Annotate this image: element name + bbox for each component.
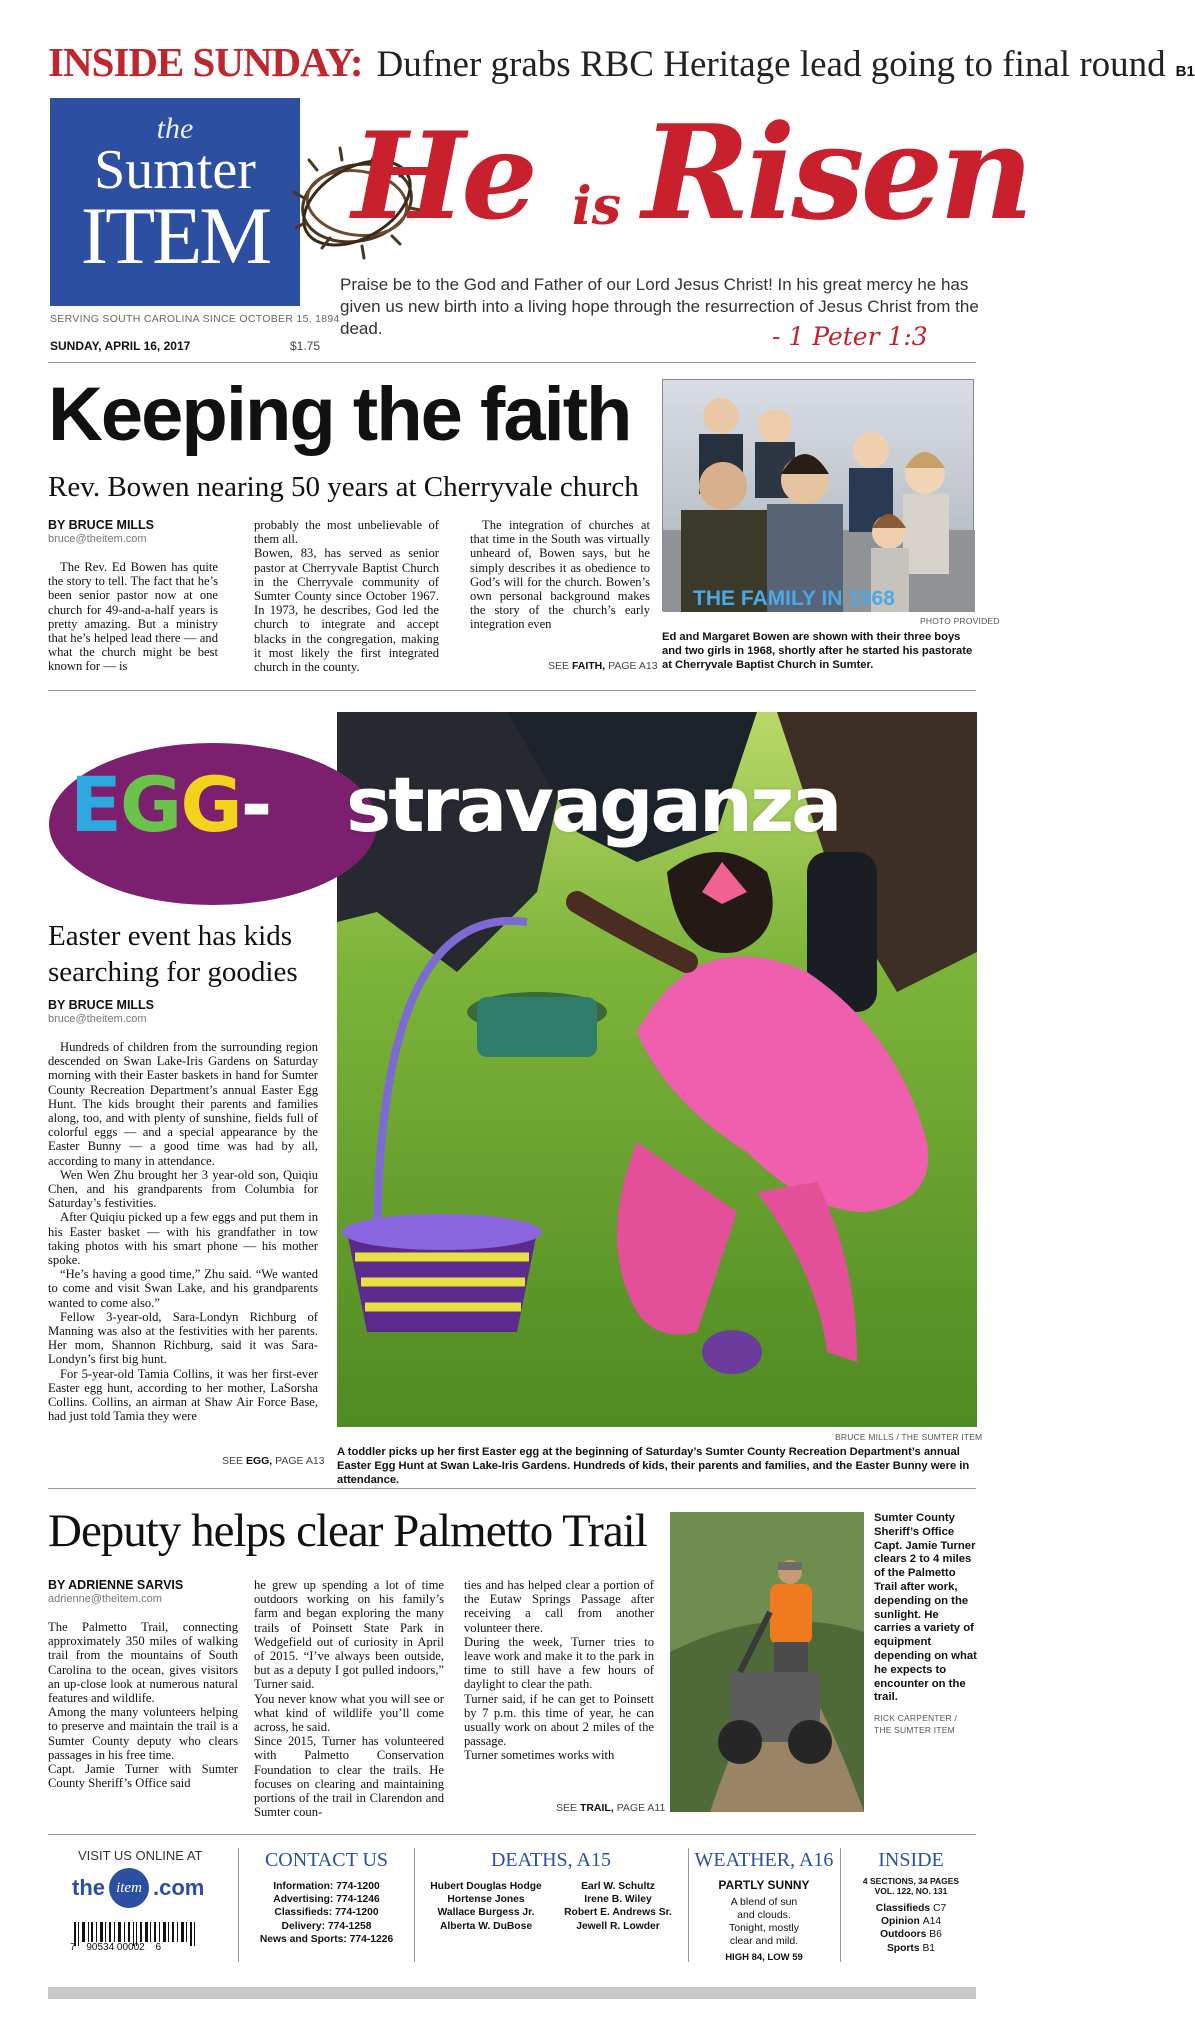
index-name: Opinion xyxy=(880,1916,920,1928)
deaths-right-list xyxy=(554,1880,682,1933)
egg-jump-link[interactable] xyxy=(222,1455,325,1467)
deputy-column-3: ties and has helped clear a portion of the Eutaw Springs Passage after receiving a call from another volunteer there. During the week, Turner tries to leave work and make it to the park in time to still have a few hours of daylight to clear the path. Turner said, if he can get to Poinsett by 7 p.m. this time of year, he can usually work on about 2 miles of the passage. Turner sometimes works with xyxy=(464,1578,654,1763)
logo-the: the xyxy=(156,112,194,145)
weather-temps: HIGH 84, LOW 59 xyxy=(725,1952,803,1963)
verse-reference: - 1 Peter 1:3 xyxy=(772,322,928,351)
egg-title-rest: stravaganza xyxy=(346,760,840,849)
family-photo-text: THE FAMILY IN 1968 xyxy=(693,587,895,610)
see-prefix: SEE xyxy=(222,1455,244,1467)
weather-desc-line: A blend of sun xyxy=(730,1896,798,1908)
sumter-item-logo xyxy=(50,98,300,306)
barcode xyxy=(70,1922,210,1956)
family-photo xyxy=(662,379,974,611)
faith-column-1: The Rev. Ed Bowen has quite the story to tell. The fact that he’s been senior pastor now at one church for 49-and-a-half years is pretty amazing. But a ministry that he’s helped lead there — and what the church might be best known for — is xyxy=(48,560,218,674)
obituary-name[interactable]: Wallace Burgess Jr. xyxy=(437,1907,535,1919)
site-com: .com xyxy=(153,1875,205,1900)
deputy-byline: BY ADRIENNE SARVIS xyxy=(48,1578,184,1592)
family-photo-illustration xyxy=(663,380,975,612)
deputy-column-1: The Palmetto Trail, connecting approximately 350 miles of walking trail from the mountains of South Carolina to the ocean, gives visitors an up-close look at numerous natural features and wildlife. Among the many volunteers helping to preserve and maintain the trail is a Sumter County deputy who clears passages in his free time. Capt. Jamie Turner with Sumter County Sheriff’s Office said xyxy=(48,1620,238,1791)
index-item[interactable] xyxy=(846,1942,976,1955)
index-item[interactable] xyxy=(846,1928,976,1941)
barcode-left: 7 xyxy=(70,1942,76,1953)
faith-column-3: The integration of churches at that time in the South was virtually unheard of, Bowen says, but he simply describes it as obedience to God’s will for the church. Bowen’s own personal background makes the story of the church’s early integration even xyxy=(470,518,650,632)
trail-jump-link[interactable] xyxy=(556,1802,665,1814)
see-prefix: SEE xyxy=(556,1802,578,1814)
index-page: A14 xyxy=(922,1916,942,1928)
weather-description xyxy=(694,1896,834,1948)
deputy-column-2: he grew up spending a lot of time outdoors working on his family’s farm and began exploring the many trails of Poinsett State Park in Wedgefield out of curiosity in April of 2015. “I’ve always been outside, but as a deputy I got pulled indoors,” Turner said. You never know what you will see or what kind of wildlife you’ll come across, he said. Since 2015, Turner has volunteered with Palmetto Conservation Foundation to clear the trails. He focuses on clearing and maintaining portions of the trail in Clarendon and Sumter coun- xyxy=(254,1578,444,1820)
index-page: B6 xyxy=(929,1929,942,1941)
egg-paragraph: For 5-year-old Tamia Collins, it was her first-ever Easter egg hunt, according to her mother, LaSorsha Collins. Collins, an airman at Shaw Air Force Base, had just told Tamia they were xyxy=(48,1366,318,1424)
faith-jump-link[interactable] xyxy=(548,660,658,672)
index-page: C7 xyxy=(933,1903,947,1914)
family-photo-credit: PHOTO PROVIDED xyxy=(920,616,1000,626)
tagline: SERVING SOUTH CAROLINA SINCE OCTOBER 15, 1894 xyxy=(50,313,340,325)
barcode-number: 90534 00002 xyxy=(86,1942,145,1953)
visit-online-label: VISIT US ONLINE AT xyxy=(78,1848,203,1863)
footer-divider xyxy=(840,1848,841,1962)
see-page: PAGE A13 xyxy=(608,660,658,672)
contact-title[interactable]: CONTACT US xyxy=(264,1849,389,1871)
contact-line: Advertising: 774-1246 xyxy=(273,1894,380,1906)
egg-paragraph: Wen Wen Zhu brought her 3 year-old son, Quiqiu Chen, and his grandparents from Columbia for Saturday’s festivities. xyxy=(48,1167,318,1211)
trail-photo-illustration xyxy=(670,1512,864,1812)
see-word: FAITH, xyxy=(571,660,606,672)
footer-divider xyxy=(238,1848,239,1962)
inside-box xyxy=(846,1848,976,1955)
obituary-name[interactable]: Jewell R. Lowder xyxy=(576,1920,660,1932)
risen-word-he: He xyxy=(352,106,534,247)
contact-line: News and Sports: 774-1226 xyxy=(259,1933,394,1945)
risen-word-risen: Risen xyxy=(642,96,1030,249)
egg-paragraph: “He’s having a good time,” Zhu said. “We wanted to come and visit Swan Lake, and his grandparents wanted to come also.” xyxy=(48,1267,318,1310)
banner-page: B1 xyxy=(1175,63,1195,80)
obituary-name[interactable]: Hortense Jones xyxy=(447,1894,525,1906)
weather-desc-line: clear and mild. xyxy=(729,1935,799,1947)
divider xyxy=(48,362,976,363)
divider xyxy=(48,1488,976,1489)
egg-paragraph: Hundreds of children from the surrounding region descended on Swan Lake-Iris Gardens on Saturday morning with their Easter baskets in hand for Sumter County Recreation Department’s annual Easter Egg Hunt. The kids brought their parents and families along, too, and with plenty of sunshine, fields full of colorful eggs — and a special appearance by the Easter Bunny — a good time was had by all, according to many in attendance. xyxy=(48,1040,318,1168)
banner-label: INSIDE SUNDAY: xyxy=(48,39,363,85)
contact-box xyxy=(244,1848,409,1946)
faith-email[interactable]: bruce@theitem.com xyxy=(48,533,147,545)
index-name: Sports xyxy=(886,1942,920,1954)
egg-photo-caption: A toddler picks up her first Easter egg at the beginning of Saturday’s Sumter County Recreation Department’s annual Easter Egg Hunt at Swan Lake-Iris Gardens. Hundreds of kids, their parents and families, and the Easter Bunny were in attendance. xyxy=(337,1446,970,1486)
obituary-name[interactable]: Robert E. Andrews Sr. xyxy=(564,1907,672,1919)
obituary-name[interactable]: Earl W. Schultz xyxy=(581,1881,655,1892)
trail-photo-credit: RICK CARPENTER / THE SUMTER ITEM xyxy=(874,1713,958,1735)
issue-date: SUNDAY, APRIL 16, 2017 xyxy=(50,339,191,353)
banner-headline[interactable]: Dufner grabs RBC Heritage lead going to final round xyxy=(376,44,1166,85)
egg-byline: BY BRUCE MILLS xyxy=(48,998,155,1012)
egg-paragraph: Fellow 3-year-old, Sara-Londyn Richburg of Manning was also at the festivities with her parents. Her mom, Shannon Richburg, said it was Sara-Londyn’s first big hunt. xyxy=(48,1309,318,1367)
footer-divider xyxy=(688,1848,689,1962)
egg-letter-g2: G xyxy=(180,760,241,849)
egg-title-dash: - xyxy=(240,760,271,849)
weather-title[interactable]: WEATHER, A16 xyxy=(694,1849,834,1871)
obituary-name[interactable]: Alberta W. DuBose xyxy=(439,1920,533,1932)
egg-letter-g1: G xyxy=(119,760,181,849)
weather-desc-line: and clouds. xyxy=(737,1909,791,1921)
inside-index xyxy=(846,1902,976,1955)
weather-desc-line: Tonight, mostly xyxy=(728,1922,800,1934)
family-photo-caption: Ed and Margaret Bowen are shown with their three boys and two girls in 1968, shortly after he started his pastorate at Cherryvale Baptist Church in Sumter. xyxy=(662,631,973,671)
index-name: Classifieds xyxy=(875,1903,931,1914)
egg-email[interactable]: bruce@theitem.com xyxy=(48,1013,147,1025)
deaths-title[interactable]: DEATHS, A15 xyxy=(490,1849,611,1871)
inside-volume: VOL. 122, NO. 131 xyxy=(874,1886,948,1896)
contact-line: Classifieds: 774-1200 xyxy=(274,1907,379,1919)
weather-condition: PARTLY SUNNY xyxy=(718,1878,810,1892)
logo-item: ITEM xyxy=(80,190,270,281)
barcode-right: 6 xyxy=(155,1942,162,1953)
see-prefix: SEE xyxy=(548,660,570,672)
inside-sections: 4 SECTIONS, 34 PAGES xyxy=(862,1876,960,1886)
egg-photo-credit: BRUCE MILLS / THE SUMTER ITEM xyxy=(835,1432,983,1442)
faith-column-2: probably the most unbelievable of them all. Bowen, 83, has served as senior pastor at Cherryvale Baptist Church in the Cherryvale community of Sumter County since October 1967. In 1973, he describes, God led the church to integrate and accept blacks in the congregation, making it most likely the first integrated church in the county. xyxy=(254,518,439,675)
weather-box xyxy=(694,1848,834,1963)
easter-verse: Praise be to the God and Father of our Lord Jesus Christ! In his great mercy he has given us new birth into a living hope through the resurrection of Jesus Christ from the dead. xyxy=(340,275,979,338)
see-page: PAGE A13 xyxy=(275,1455,325,1467)
logo-sumter: Sumter xyxy=(94,139,256,201)
egg-headline[interactable]: Easter event has kids searching for goodies xyxy=(48,920,298,988)
egg-letter-e: E xyxy=(70,760,120,849)
risen-word-is: is xyxy=(572,176,622,237)
egg-paragraph: After Quiqiu picked up a few eggs and put them in his Easter basket — with his grandfather in tow taking photos with his smart phone — his mother spoke. xyxy=(48,1210,318,1268)
see-page: PAGE A11 xyxy=(616,1802,666,1814)
egg-title-colored xyxy=(70,760,270,849)
inside-title[interactable]: INSIDE xyxy=(878,1849,944,1871)
deputy-email[interactable]: adrienne@theitem.com xyxy=(48,1593,162,1605)
deaths-left-list xyxy=(420,1880,552,1933)
trail-photo-caption: Sumter County Sheriff’s Office Capt. Jamie Turner clears 2 to 4 miles of the Palmetto Trail after work, depending on the sunlight. He carries a variety of equipment depending on what he expects to encounter on the trail. xyxy=(874,1512,977,1704)
index-name: Outdoors xyxy=(880,1929,927,1941)
deputy-headline[interactable]: Deputy helps clear Palmetto Trail xyxy=(48,1505,647,1557)
faith-headline[interactable]: Keeping the faith xyxy=(48,372,631,457)
website-link[interactable] xyxy=(72,1868,204,1908)
index-page: B1 xyxy=(922,1942,936,1954)
divider xyxy=(48,1834,976,1835)
footer-divider xyxy=(414,1848,415,1962)
obituary-name[interactable]: Irene B. Wiley xyxy=(584,1894,652,1906)
divider xyxy=(48,690,976,691)
see-word: TRAIL, xyxy=(579,1802,614,1814)
site-logo-icon: item xyxy=(109,1868,149,1908)
inside-sunday-banner[interactable] xyxy=(48,38,1195,94)
egg-body xyxy=(48,1040,318,1423)
contact-line: Delivery: 774-1258 xyxy=(281,1920,372,1932)
faith-subhead: Rev. Bowen nearing 50 years at Cherryvale church xyxy=(48,471,639,503)
deaths-lists xyxy=(420,1880,682,1933)
he-is-risen-title xyxy=(352,96,1030,266)
contact-lines xyxy=(244,1880,409,1946)
trail-photo xyxy=(670,1512,864,1812)
deaths-box xyxy=(420,1848,682,1933)
site-the: the xyxy=(72,1875,105,1900)
see-word: EGG, xyxy=(245,1455,273,1467)
bottom-bar xyxy=(48,1987,976,1999)
faith-byline: BY BRUCE MILLS xyxy=(48,518,155,532)
index-item[interactable] xyxy=(846,1915,976,1928)
issue-price: $1.75 xyxy=(290,339,321,353)
contact-line: Information: 774-1200 xyxy=(273,1881,380,1892)
barcode-digits xyxy=(70,1942,210,1953)
obituary-name[interactable]: Hubert Douglas Hodge xyxy=(430,1881,542,1892)
index-item[interactable] xyxy=(846,1902,976,1915)
